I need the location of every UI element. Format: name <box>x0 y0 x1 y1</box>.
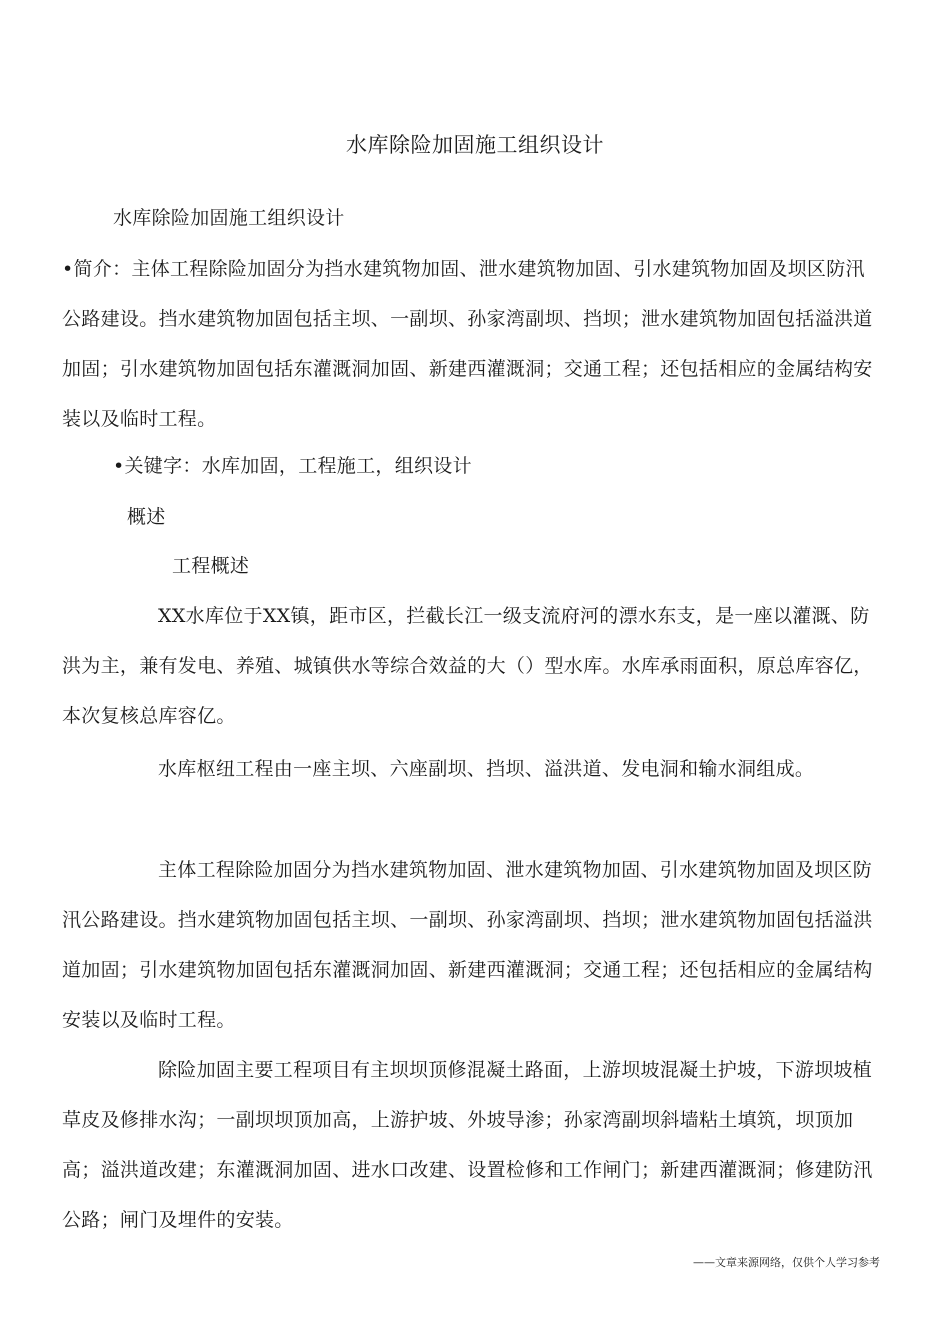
section-heading-project-overview: 工程概述 <box>172 555 250 577</box>
keywords-line: •关键字：水库加固，工程施工，组织设计 <box>113 455 472 477</box>
footer-source-note: ——文章来源网络，仅供个人学习参考 <box>693 1256 880 1269</box>
document-title: 水库除险加固施工组织设计 <box>346 133 604 157</box>
body-paragraph: XX水库位于XX镇，距市区，拦截长江一级支流府河的漂水东支，是一座以灌溉、防洪为主，兼有发电、养殖、城镇供水等综合效益的大（）型水库。水库承雨面积，原总库容亿，本次复核总库容亿。 <box>62 605 873 727</box>
body-paragraph: 主体工程除险加固分为挡水建筑物加固、泄水建筑物加固、引水建筑物加固及坝区防汛公路建设。挡水建筑物加固包括主坝、一副坝、孙家湾副坝、挡坝；泄水建筑物加固包括溢洪道加固；引水建筑物加固包括东灌溉洞加固、新建西灌溉洞；交通工程；还包括相应的金属结构安装以及临时工程。 <box>62 859 873 1031</box>
document-subtitle: 水库除险加固施工组织设计 <box>113 207 345 229</box>
intro-paragraph: •简介：主体工程除险加固分为挡水建筑物加固、泄水建筑物加固、引水建筑物加固及坝区防汛公路建设。挡水建筑物加固包括主坝、一副坝、孙家湾副坝、挡坝；泄水建筑物加固包括溢洪道加固；引水建筑物加固包括东灌溉洞加固、新建西灌溉洞；交通工程；还包括相应的金属结构安装以及临时工程。 <box>62 258 873 430</box>
body-paragraph: 水库枢纽工程由一座主坝、六座副坝、挡坝、溢洪道、发电洞和输水洞组成。 <box>158 758 815 780</box>
body-paragraph: 除险加固主要工程项目有主坝坝顶修混凝土路面，上游坝坡混凝土护坡，下游坝坡植草皮及修排水沟；一副坝坝顶加高，上游护坡、外坡导渗；孙家湾副坝斜墙粘土填筑，坝顶加高；溢洪道改建；东灌溉洞加固、进水口改建、设置检修和工作闸门；新建西灌溉洞；修建防汛公路；闸门及埋件的安装。 <box>62 1059 873 1231</box>
section-heading-overview: 概述 <box>127 506 166 528</box>
